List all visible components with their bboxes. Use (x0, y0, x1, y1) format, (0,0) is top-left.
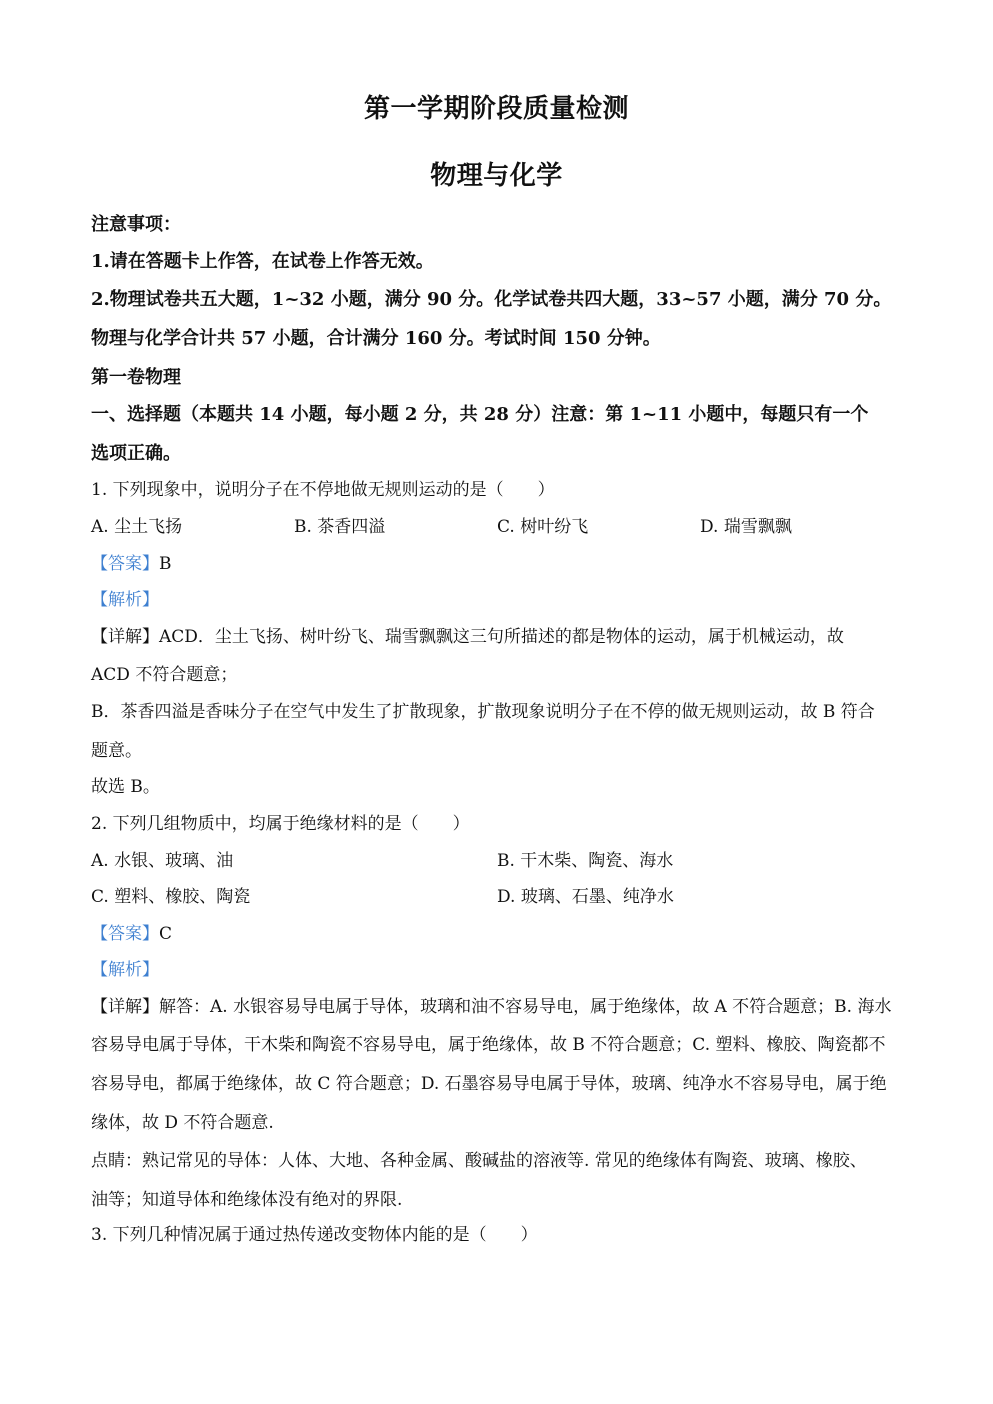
q1-detail-3: B．茶香四溢是香味分子在空气中发生了扩散现象，扩散现象说明分子在不停的做无规则运动，故 B 符合 (91, 702, 875, 722)
q2-detail-3: 容易导电，都属于绝缘体，故 C 符合题意；D. 石墨容易导电属于导体，玻璃、纯净水不容易导电，属于绝 (91, 1074, 887, 1094)
q3-stem: 3. 下列几种情况属于通过热传递改变物体内能的是（ ） (91, 1225, 538, 1245)
q1-option-d: D. 瑞雪飘飘 (700, 517, 792, 537)
q2-option-d: D. 玻璃、石墨、纯净水 (497, 887, 674, 907)
q1-conclusion: 故选 B。 (91, 777, 160, 797)
q2-detail-1: 解答：A. 水银容易导电属于导体，玻璃和油不容易导电，属于绝缘体，故 A 不符合题意；B. 海水 (159, 997, 892, 1017)
volume-heading: 第一卷物理 (91, 367, 181, 388)
q1-option-a: A. 尘土飞扬 (91, 517, 183, 537)
detail-label: 【详解】 (91, 997, 159, 1017)
q1-detail-row (91, 626, 906, 648)
page-title: 第一学期阶段质量检测 (363, 94, 629, 124)
answer-label: 【答案】 (91, 924, 159, 944)
q2-answer-row (91, 923, 906, 945)
q1-answer-value: B (159, 554, 172, 574)
q2-stem: 2. 下列几组物质中，均属于绝缘材料的是（ ） (91, 814, 470, 834)
q2-analysis-row (91, 959, 906, 981)
q2-answer-value: C (159, 924, 173, 944)
page-subtitle: 物理与化学 (430, 161, 563, 191)
q2-option-b: B. 干木柴、陶瓷、海水 (497, 851, 674, 871)
q2-option-c: C. 塑料、橡胶、陶瓷 (91, 887, 251, 907)
q1-detail-1: ACD．尘土飞扬、树叶纷飞、瑞雪飘飘这三句所描述的都是物体的运动，属于机械运动，故 (159, 627, 844, 647)
q1-analysis-row (91, 589, 906, 611)
detail-label: 【详解】 (91, 627, 159, 647)
analysis-label: 【解析】 (91, 960, 159, 980)
analysis-label: 【解析】 (91, 590, 159, 610)
q1-option-b: B. 茶香四溢 (294, 517, 386, 537)
q2-detail-2: 容易导电属于导体，干木柴和陶瓷不容易导电，属于绝缘体，故 B 不符合题意；C. 塑料、橡胶、陶瓷都不 (91, 1035, 886, 1055)
q1-answer-row (91, 553, 906, 575)
notice-item-1: 1.请在答题卡上作答，在试卷上作答无效。 (91, 251, 434, 272)
section-heading-line2: 选项正确。 (91, 443, 181, 464)
notice-item-2a: 2.物理试卷共五大题，1~32 小题，满分 90 分。化学试卷共四大题，33~57 小题，满分 70 分。 (91, 289, 892, 310)
q2-option-a: A. 水银、玻璃、油 (91, 851, 234, 871)
q2-detail-row (91, 996, 906, 1018)
q2-detail-4: 缘体，故 D 不符合题意. (91, 1113, 274, 1133)
q1-detail-2: ACD 不符合题意； (91, 665, 238, 685)
q2-tip-2: 油等；知道导体和绝缘体没有绝对的界限. (91, 1190, 403, 1210)
answer-label: 【答案】 (91, 554, 159, 574)
q2-tip-1: 点睛：熟记常见的导体：人体、大地、各种金属、酸碱盐的溶液等. 常见的绝缘体有陶瓷、玻璃、橡胶、 (91, 1151, 867, 1171)
notice-heading: 注意事项： (91, 214, 181, 235)
q1-stem: 1. 下列现象中，说明分子在不停地做无规则运动的是（ ） (91, 480, 555, 500)
notice-item-2b: 物理与化学合计共 57 小题，合计满分 160 分。考试时间 150 分钟。 (91, 328, 661, 349)
q1-detail-4: 题意。 (91, 741, 142, 761)
q1-option-c: C. 树叶纷飞 (497, 517, 589, 537)
section-heading-line1: 一、选择题（本题共 14 小题，每小题 2 分，共 28 分）注意：第 1~11 小题中，每题只有一个 (91, 404, 869, 425)
